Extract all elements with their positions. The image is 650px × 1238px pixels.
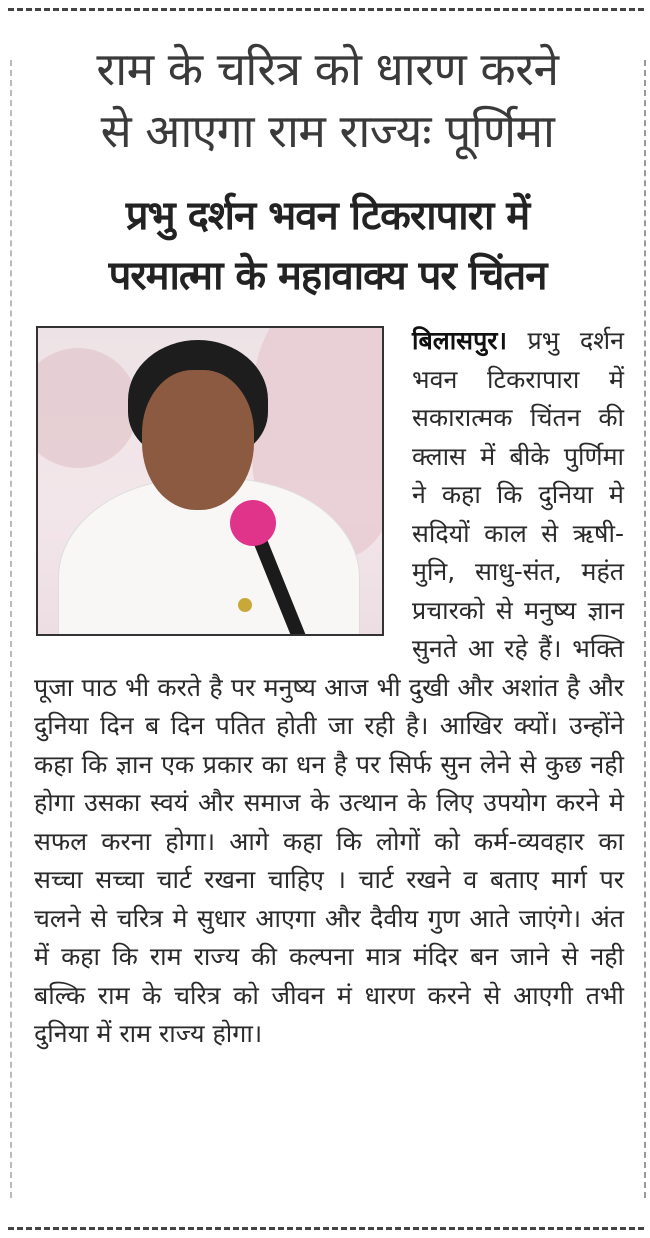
clipping-border-top bbox=[8, 8, 644, 11]
headline-line-2: से आएगा राम राज्यः पूर्णिमा bbox=[100, 104, 555, 158]
clipping-border-left bbox=[10, 60, 12, 1198]
clipping-border-right bbox=[644, 60, 646, 1198]
microphone-icon bbox=[230, 500, 276, 546]
clipping-border-bottom bbox=[8, 1227, 644, 1230]
speaker-photo bbox=[36, 326, 384, 636]
backdrop-decoration-left bbox=[36, 348, 138, 468]
badge-pin bbox=[238, 598, 252, 612]
article-body-text: प्रभु दर्शन भवन टिकरापारा में सकारात्मक चिंतन की क्लास में बीके पुर्णिमा ने कहा कि दुनिया मे सदियों काल से ऋषी-मुनि, साधु-संत, महंत प्रचारको से मनुष्य ज्ञान सुनते आ रहे हैं। भक्ति पूजा पाठ भी करते है पर मनुष्य आज भी दुखी और अशांत है और दुनिया दिन ब दिन पतित होती जा रही है। आखिर क्यों। उन्होंने कहा कि ज्ञान एक प्रकार का धन है पर सिर्फ सुन लेने से कुछ नही होगा उसका स्वयं और समाज के उत्थान के लिए उपयोग करने मे सफल करना होगा। आगे कहा कि लोगों को कर्म-व्यवहार का सच्चा सच्चा चार्ट रखना चाहिए । चार्ट रखने व बताए मार्ग पर चलने से चरित्र मे सुधार आएगा और दैवीय गुण आते जाएंगे। अंत में कहा कि राम राज्य की कल्पना मात्र मंदिर बन जाने से नही बल्कि राम के चरित्र को जीवन मं धारण करने से आएगी तभी दुनिया में राम राज्य होगा। bbox=[34, 326, 624, 1048]
article-body bbox=[34, 322, 624, 1054]
subheadline bbox=[20, 186, 635, 306]
subheadline-line-1: प्रभु दर्शन भवन टिकरापारा में bbox=[125, 193, 530, 239]
subheadline-line-2: परमात्मा के महावाक्य पर चिंतन bbox=[108, 253, 547, 299]
dateline: बिलासपुर। bbox=[412, 326, 507, 355]
speaker-face bbox=[142, 370, 254, 510]
headline-line-1: राम के चरित्र को धारण करने bbox=[96, 42, 559, 96]
headline bbox=[20, 38, 635, 162]
